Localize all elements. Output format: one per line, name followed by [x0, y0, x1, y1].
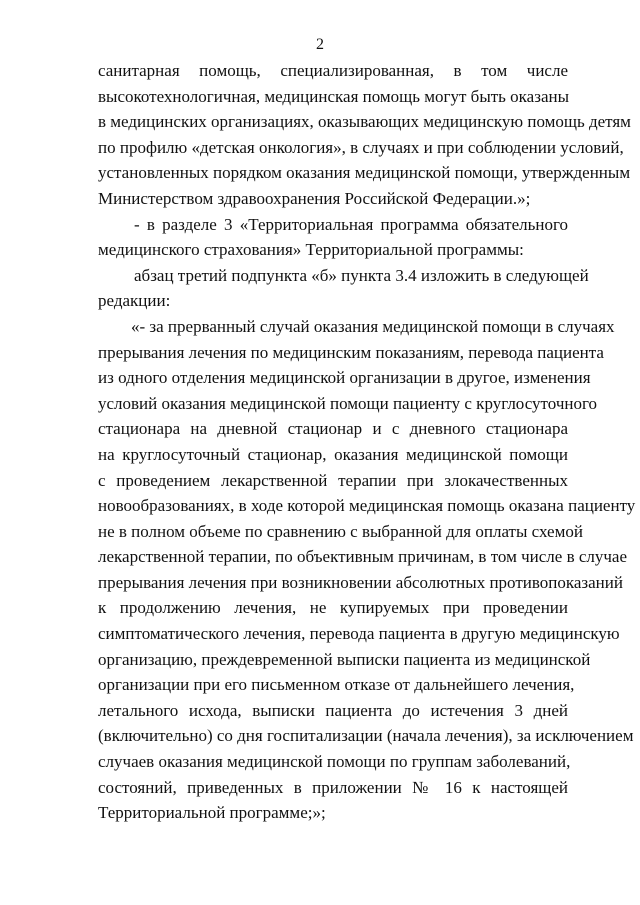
text-line: летального исхода, выписки пациента до истечения 3 дней [98, 700, 568, 720]
text-line: Территориальной программе;»; [98, 803, 326, 823]
text-line: лекарственной терапии, по объективным причинам, в том числе в случае [98, 547, 628, 567]
text-line: организации при его письменном отказе от дальнейшего лечения, [98, 675, 575, 695]
text-line: с проведением лекарственной терапии при злокачественных [98, 470, 568, 490]
text-line: по профилю «детская онкология», в случаях и при соблюдении условий, [98, 137, 624, 157]
text-line: прерывания лечения по медицинским показаниям, перевода пациента [98, 342, 604, 362]
page-number: 2 [316, 36, 324, 53]
text-line: установленных порядком оказания медицинской помощи, утвержденным [98, 163, 631, 183]
text-line: абзац третий подпункта «б» пункта 3.4 изложить в следующей [134, 265, 589, 285]
text-line: в медицинских организациях, оказывающих медицинскую помощь детям [98, 112, 631, 132]
text-line: медицинского страхования» Территориальной программы: [98, 240, 524, 260]
text-line: новообразованиях, в ходе которой медицинская помощь оказана пациенту [98, 496, 636, 516]
text-line: - в разделе 3 «Территориальная программа обязательного [134, 214, 568, 234]
body-text [98, 58, 636, 826]
text-line: Министерством здравоохранения Российской Федерации.»; [98, 188, 531, 208]
text-line: стационара на дневной стационар и с дневного стационара [98, 419, 568, 439]
text-line: не в полном объеме по сравнению с выбранной для оплаты схемой [98, 521, 583, 541]
text-line: случаев оказания медицинской помощи по группам заболеваний, [98, 752, 571, 772]
text-line: из одного отделения медицинской организации в другое, изменения [98, 368, 591, 388]
text-line: редакции: [98, 291, 171, 311]
text-line: состояний, приведенных в приложении № 16 к настоящей [98, 777, 568, 797]
text-line: санитарная помощь, специализированная, в том числе [98, 61, 568, 80]
text-line: условий оказания медицинской помощи пациенту с круглосуточного [98, 393, 598, 413]
text-line: на круглосуточный стационар, оказания медицинской помощи [98, 444, 568, 464]
text-line: к продолжению лечения, не купируемых при проведении [98, 598, 568, 618]
text-line: высокотехнологичная, медицинская помощь могут быть оказаны [98, 86, 570, 106]
text-line: (включительно) со дня госпитализации (начала лечения), за исключением [98, 726, 634, 746]
text-line: организацию, преждевременной выписки пациента из медицинской [98, 649, 591, 669]
text-line: прерывания лечения при возникновении абсолютных противопоказаний [98, 572, 623, 592]
text-line: «- за прерванный случай оказания медицинской помощи в случаях [131, 316, 615, 336]
text-line: симптоматического лечения, перевода пациента в другую медицинскую [98, 624, 620, 644]
